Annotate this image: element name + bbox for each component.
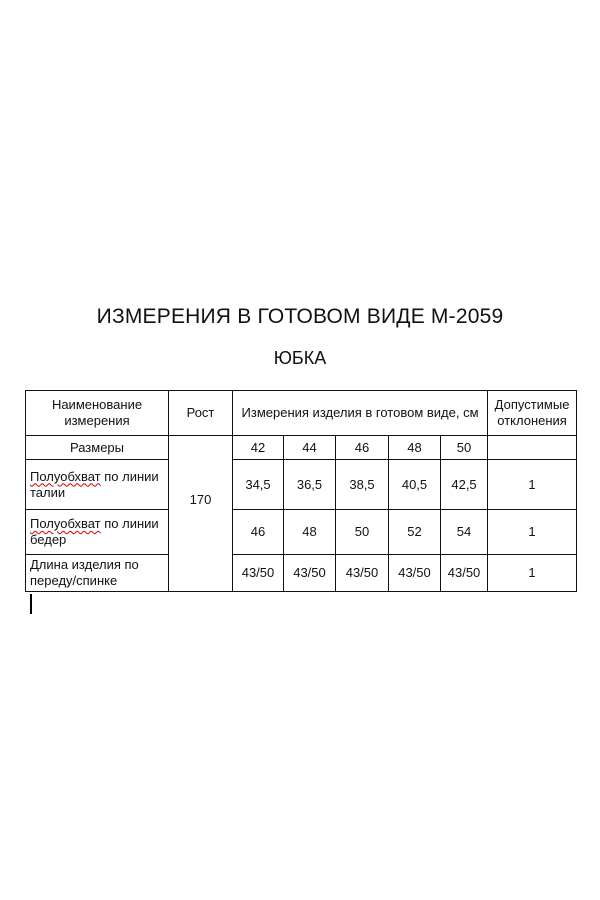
value-cell: 43/50 [441, 555, 488, 592]
row-name-rest: по линии бедер [30, 516, 159, 547]
text-cursor [30, 594, 32, 614]
sizes-label: Размеры [26, 436, 169, 460]
row-name [26, 555, 169, 592]
sizes-tolerance-empty [488, 436, 577, 460]
table-row [26, 555, 577, 592]
row-name [26, 510, 169, 555]
size-cell: 42 [233, 436, 284, 460]
size-cell: 44 [284, 436, 336, 460]
header-row [26, 391, 577, 436]
size-cell: 46 [336, 436, 389, 460]
height-value-text: 170 [189, 492, 212, 507]
row-name-first-word: Полуобхват [30, 516, 101, 531]
value-cell: 38,5 [336, 460, 389, 510]
header-measurements: Измерения изделия в готовом виде, см [233, 391, 488, 436]
tolerance-cell: 1 [488, 510, 577, 555]
value-cell: 54 [441, 510, 488, 555]
sizes-row [26, 436, 577, 460]
value-cell: 43/50 [233, 555, 284, 592]
document-title: ИЗМЕРЕНИЯ В ГОТОВОМ ВИДЕ М-2059 [96, 305, 504, 328]
size-cell: 48 [389, 436, 441, 460]
row-name-rest: по линии талии [30, 468, 159, 500]
row-name-first-word: Полуобхват [30, 468, 101, 484]
value-cell: 43/50 [389, 555, 441, 592]
table-row [26, 510, 577, 555]
tolerance-cell: 1 [488, 460, 577, 510]
value-cell: 36,5 [284, 460, 336, 510]
height-value [169, 436, 233, 592]
header-name: Наименование измерения [26, 391, 169, 436]
value-cell: 43/50 [284, 555, 336, 592]
size-cell: 50 [441, 436, 488, 460]
value-cell: 40,5 [389, 460, 441, 510]
value-cell: 46 [233, 510, 284, 555]
tolerance-cell: 1 [488, 555, 577, 592]
header-tolerance: Допустимые отклонения [488, 391, 577, 436]
document-subtitle: ЮБКА [273, 348, 327, 368]
value-cell: 52 [389, 510, 441, 555]
measurements-table [25, 390, 577, 592]
row-name [26, 460, 169, 510]
value-cell: 43/50 [336, 555, 389, 592]
header-height: Рост [169, 391, 233, 436]
value-cell: 42,5 [441, 460, 488, 510]
row-name-rest: Длина изделия по переду/спинке [30, 557, 139, 588]
table-row [26, 460, 577, 510]
value-cell: 48 [284, 510, 336, 555]
value-cell: 34,5 [233, 460, 284, 510]
value-cell: 50 [336, 510, 389, 555]
